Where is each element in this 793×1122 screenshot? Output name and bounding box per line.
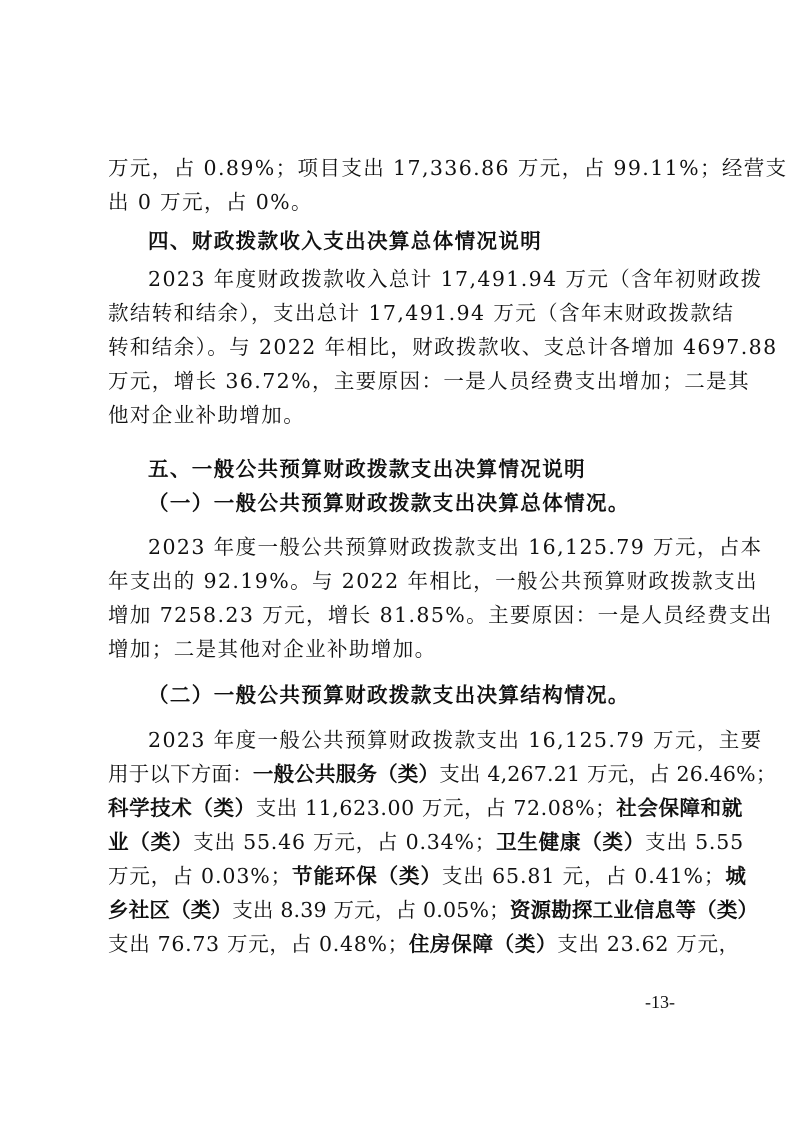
body-line bbox=[108, 859, 747, 893]
body-line bbox=[108, 791, 743, 825]
body-line: 增加 7258.23 万元，增长 81.85%。主要原因：一是人员经费支出 bbox=[108, 603, 773, 627]
category-label: 一般公共服务（类） bbox=[252, 762, 440, 786]
category-label: 科学技术（类） bbox=[108, 796, 256, 820]
body-text: 支出 8.39 万元，占 0.05%； bbox=[232, 898, 510, 922]
body-line: 款结转和结余），支出总计 17,491.94 万元（含年末财政拨款结 bbox=[108, 301, 735, 325]
body-line: 增加；二是其他对企业补助增加。 bbox=[108, 637, 437, 661]
page-number: -13- bbox=[645, 992, 675, 1012]
subsection-heading-1: （一）一般公共预算财政拨款支出决算总体情况。 bbox=[148, 491, 630, 515]
body-text: 支出 4,267.21 万元，占 26.46%； bbox=[439, 762, 777, 786]
category-label: 节能环保（类） bbox=[292, 864, 442, 888]
body-text: 支出 76.73 万元，占 0.48%； bbox=[108, 932, 409, 956]
body-line: 出 0 万元，占 0%。 bbox=[108, 190, 313, 214]
body-text: 支出 23.62 万元， bbox=[557, 932, 740, 956]
body-text: 用于以下方面： bbox=[108, 762, 253, 786]
body-line: 年支出的 92.19%。与 2022 年相比，一般公共预算财政拨款支出 bbox=[108, 569, 758, 593]
body-line: 转和结余）。与 2022 年相比，财政拨款收、支总计各增加 4697.88 bbox=[108, 335, 778, 359]
body-text: 万元，占 0.03%； bbox=[108, 864, 293, 888]
category-label: 资源勘探工业信息等（类） bbox=[509, 898, 759, 922]
category-label: 业（类） bbox=[108, 830, 194, 854]
body-line bbox=[108, 927, 740, 961]
body-line: 2023 年度财政拨款收入总计 17,491.94 万元（含年初财政拨 bbox=[148, 267, 763, 291]
body-text: 支出 5.55 bbox=[645, 830, 744, 854]
body-line: 2023 年度一般公共预算财政拨款支出 16,125.79 万元，占本 bbox=[148, 535, 763, 559]
category-label: 城 bbox=[725, 864, 747, 888]
category-label: 社会保障和就 bbox=[616, 796, 743, 820]
body-line bbox=[108, 893, 759, 927]
category-label: 乡社区（类） bbox=[108, 898, 233, 922]
category-label: 卫生健康（类） bbox=[496, 830, 646, 854]
body-line bbox=[108, 757, 777, 791]
body-line: 万元，增长 36.72%，主要原因：一是人员经费支出增加；二是其 bbox=[108, 369, 750, 393]
body-line: 他对企业补助增加。 bbox=[108, 403, 306, 427]
section-heading-4: 四、财政拨款收入支出决算总体情况说明 bbox=[148, 229, 543, 253]
section-heading-5: 五、一般公共预算财政拨款支出决算情况说明 bbox=[148, 457, 586, 481]
category-label: 住房保障（类） bbox=[408, 932, 558, 956]
body-text: 支出 55.46 万元，占 0.34%； bbox=[193, 830, 497, 854]
body-line: 万元，占 0.89%；项目支出 17,336.86 万元，占 99.11%；经营支 bbox=[108, 156, 788, 180]
body-text: 支出 65.81 元，占 0.41%； bbox=[441, 864, 726, 888]
body-text: 支出 11,623.00 万元，占 72.08%； bbox=[255, 796, 617, 820]
body-line bbox=[108, 825, 744, 859]
body-line: 2023 年度一般公共预算财政拨款支出 16,125.79 万元，主要 bbox=[148, 728, 763, 752]
subsection-heading-2: （二）一般公共预算财政拨款支出决算结构情况。 bbox=[148, 683, 630, 707]
